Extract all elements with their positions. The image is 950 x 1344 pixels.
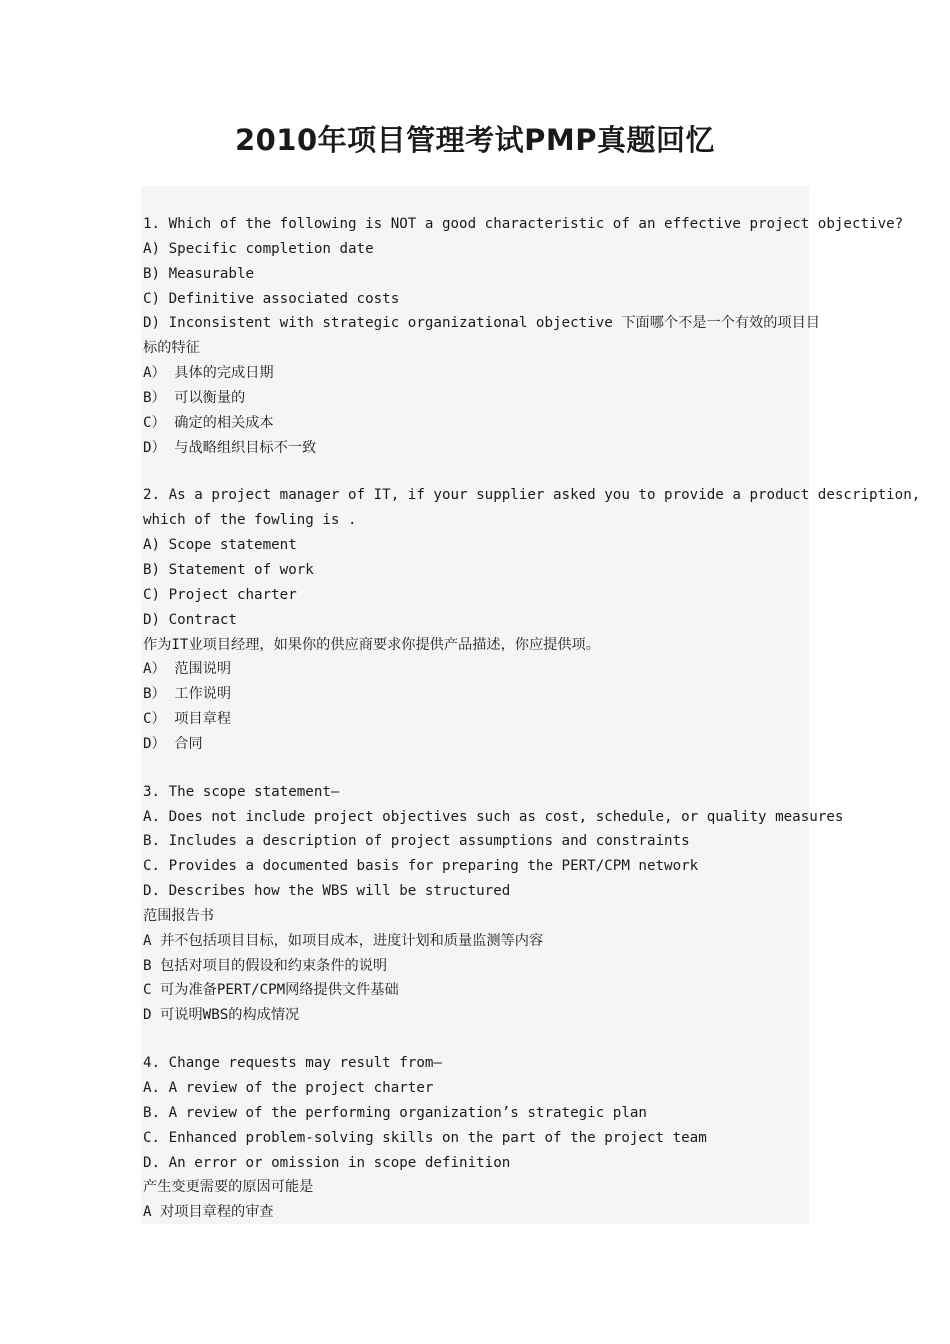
question-content-area	[141, 186, 921, 1224]
question-line: D） 合同	[143, 735, 203, 752]
question-line: C 可为准备PERT/CPM网络提供文件基础	[143, 982, 399, 999]
question-line: A) Specific completion date	[143, 240, 374, 257]
question-line: A 对项目章程的审查	[143, 1204, 274, 1221]
question-line: B. A review of the performing organization’s strategic plan	[143, 1104, 647, 1121]
document-title: 2010年项目管理考试PMP真题回忆	[234, 123, 716, 157]
question-line: B） 工作说明	[143, 686, 232, 703]
question-block-2	[143, 483, 921, 756]
question-line: B 包括对项目的假设和约束条件的说明	[143, 957, 388, 974]
question-line: B. Includes a description of project assumptions and constraints	[143, 833, 690, 850]
question-line: which of the fowling is .	[143, 512, 357, 529]
question-line: C. Enhanced problem-solving skills on the part of the project team	[143, 1129, 707, 1146]
question-line: D. An error or omission in scope definition	[143, 1154, 511, 1171]
question-line: C) Project charter	[143, 586, 297, 603]
question-line: D） 与战略组织目标不一致	[143, 439, 317, 456]
question-line: B） 可以衡量的	[143, 389, 246, 406]
question-line: A. Does not include project objectives such as cost, schedule, or quality measures	[143, 808, 844, 825]
question-stem: 3. The scope statement—	[143, 783, 340, 800]
question-line: 范围报告书	[143, 907, 214, 924]
question-separator	[143, 460, 809, 483]
question-line: 标的特征	[143, 340, 200, 357]
question-line: D 可说明WBS的构成情况	[143, 1007, 300, 1024]
question-line: A） 范围说明	[143, 661, 232, 678]
question-line: C) Definitive associated costs	[143, 290, 400, 307]
question-line: 产生变更需要的原因可能是	[143, 1179, 314, 1196]
question-line: C） 确定的相关成本	[143, 414, 274, 431]
question-stem: 1. Which of the following is NOT a good characteristic of an effective project objective?	[143, 216, 904, 232]
question-line: D) Inconsistent with strategic organizational objective 下面哪个不是一个有效的项目目	[143, 315, 820, 332]
question-list	[143, 212, 921, 1225]
question-stem: 4. Change requests may result from—	[143, 1055, 442, 1072]
question-block-3	[143, 780, 844, 1028]
question-line: 作为IT业项目经理，如果你的供应商要求你提供产品描述，你应提供项。	[143, 636, 600, 653]
question-separator	[143, 757, 809, 780]
question-line: B) Measurable	[143, 265, 255, 282]
question-line: A) Scope statement	[143, 537, 297, 554]
question-line: C） 项目章程	[143, 711, 232, 728]
question-block-4	[143, 1051, 809, 1225]
question-line: A） 具体的完成日期	[143, 365, 274, 382]
question-line: B) Statement of work	[143, 561, 314, 578]
question-line: A. A review of the project charter	[143, 1080, 434, 1096]
question-line: A 并不包括项目目标，如项目成本，进度计划和质量监测等内容	[143, 932, 544, 949]
question-line: C. Provides a documented basis for preparing the PERT/CPM network	[143, 858, 699, 875]
question-stem: 2. As a project manager of IT, if your supplier asked you to provide a product description,	[143, 487, 921, 504]
question-line: D) Contract	[143, 611, 237, 628]
question-separator	[143, 1028, 809, 1051]
question-line: D. Describes how the WBS will be structured	[143, 883, 511, 900]
question-block-1	[143, 212, 904, 460]
